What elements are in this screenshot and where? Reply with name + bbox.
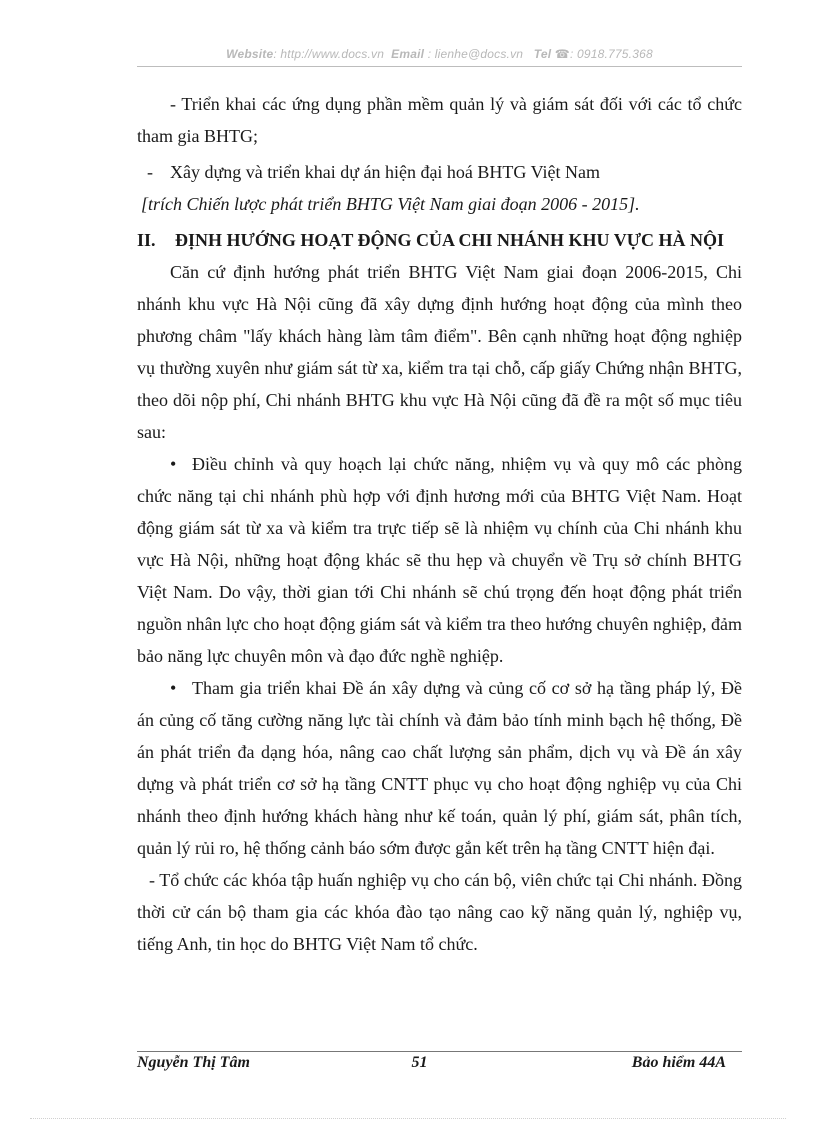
document-body bbox=[137, 88, 742, 960]
page-footer bbox=[137, 1054, 742, 1076]
bullet-modernization bbox=[137, 156, 742, 188]
bullet-marker: • bbox=[170, 454, 177, 474]
section-heading bbox=[137, 224, 742, 256]
website-label: Website bbox=[226, 47, 274, 61]
objective-item bbox=[137, 672, 742, 864]
tel-label: Tel bbox=[533, 47, 552, 61]
dash-marker: - bbox=[147, 162, 153, 182]
website-url: : http://www.docs.vn bbox=[273, 47, 385, 61]
tel-number: : 0918.775.368 bbox=[569, 47, 653, 61]
bullet-software: - Triển khai các ứng dụng phần mềm quản lý và giám sát đối với các tổ chức tham gia BHTG; bbox=[137, 94, 742, 146]
objective-item bbox=[137, 448, 742, 672]
phone-icon: ☎ bbox=[554, 47, 570, 61]
objective-text: Điều chỉnh và quy hoạch lại chức năng, nhiệm vụ và quy mô các phòng chức năng tại chi nhánh phù hợp với định hương mới của BHTG Việt Nam. Hoạt động giám sát từ xa và kiểm tra trực tiếp sẽ là nhiệm vụ chính của Chi nhánh khu vực Hà Nội, những hoạt động khác sẽ thu hẹp và chuyển về Trụ sở chính BHTG Việt Nam. Do vậy, thời gian tới Chi nhánh sẽ chú trọng đến hoạt động phát triển nguồn nhân lực cho hoạt động giám sát và kiểm tra theo hướng chuyên nghiệp, đảm bảo năng lực chuyên môn và đạo đức nghề nghiệp. bbox=[137, 454, 742, 666]
header-divider bbox=[137, 66, 742, 67]
section-number: II. bbox=[137, 230, 156, 250]
email-label: Email bbox=[391, 47, 425, 61]
footer-class: Bảo hiểm 44A bbox=[631, 1054, 726, 1071]
training-item: - Tổ chức các khóa tập huấn nghiệp vụ cho cán bộ, viên chức tại Chi nhánh. Đồng thời cử cán bộ tham gia các khóa đào tạo nâng cao kỹ năng quản lý, nghiệp vụ, tiếng Anh, tin học do BHTG Việt Nam tổ chức. bbox=[137, 870, 742, 954]
objective-text: Tham gia triển khai Đề án xây dựng và củng cố cơ sở hạ tầng pháp lý, Đề án củng cố tăng cường năng lực tài chính và đảm bảo tính minh bạch hệ thống, Đề án phát triển đa dạng hóa, nâng cao chất lượng sản phẩm, dịch vụ và Đề án xây dựng và phát triển cơ sở hạ tầng CNTT phục vụ cho hoạt động nghiệp vụ của Chi nhánh theo định hướng khách hàng như kế toán, quản lý phí, giám sát, phân tích, quản lý rủi ro, hệ thống cảnh báo sớm được gắn kết trên hạ tầng CNTT hiện đại. bbox=[137, 678, 742, 858]
footer-page-number: 51 bbox=[411, 1054, 428, 1071]
email-address: : lienhe@docs.vn bbox=[424, 47, 524, 61]
bullet-modernization-text: Xây dựng và triển khai dự án hiện đại hoá BHTG Việt Nam bbox=[170, 162, 600, 182]
footer-divider bbox=[137, 1051, 742, 1052]
intro-paragraph: Căn cứ định hướng phát triển BHTG Việt Nam giai đoạn 2006-2015, Chi nhánh khu vực Hà Nội cũng đã xây dựng định hướng hoạt động của mình theo phương châm "lấy khách hàng làm tâm điểm". Bên cạnh những hoạt động nghiệp vụ thường xuyên như giám sát từ xa, kiểm tra tại chỗ, cấp giấy Chứng nhận BHTG, theo dõi nộp phí, Chi nhánh BHTG khu vực Hà Nội cũng đã đề ra một số mục tiêu sau: bbox=[137, 262, 742, 442]
page-header bbox=[137, 47, 742, 67]
citation: [trích Chiến lược phát triển BHTG Việt Nam giai đoạn 2006 - 2015]. bbox=[141, 194, 640, 214]
bullet-marker: • bbox=[170, 678, 177, 698]
page-edge bbox=[30, 1118, 786, 1119]
footer-author: Nguyễn Thị Tâm bbox=[137, 1054, 250, 1071]
section-title: ĐỊNH HƯỚNG HOẠT ĐỘNG CỦA CHI NHÁNH KHU VỰC HÀ NỘI bbox=[175, 230, 725, 250]
